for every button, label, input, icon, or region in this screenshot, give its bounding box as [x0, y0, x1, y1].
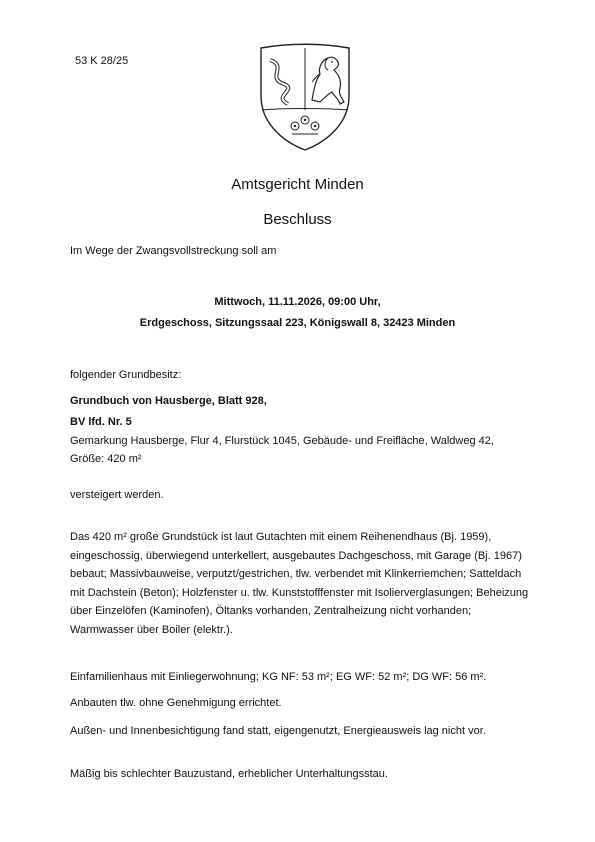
inventory-number: BV lfd. Nr. 5 — [70, 416, 132, 428]
annex-note: Anbauten tlw. ohne Genehmigung errichtet. — [70, 697, 282, 709]
inspection-note: Außen- und Innenbesichtigung fand statt, eigengenutzt, Energieausweis lag nicht vor. — [70, 725, 486, 737]
property-description: Das 420 m² große Grundstück ist laut Gutachten mit einem Reihenendhaus (Bj. 1959), eingeschossig, überwiegend unterkellert, ausgebautes Dachgeschoss, mit Garage (Bj. 1967) bebaut; Massivbauweise, verputzt/gestrichen, tlw. verbendet mit Klinkerriemchen; Satteldach mit Dachstein (Beton); Holzfenster u. tlw. Kunststofffenster mit Isolierverglasungen; Beheizung über Einzelöfen (Kaminofen), Öltanks vorhanden, Zentralheizung nicht vorhanden; Warmwasser über Boiler (elektr.). — [70, 531, 529, 636]
property-intro: folgender Grundbesitz: — [70, 369, 182, 381]
court-name: Amtsgericht Minden — [231, 176, 364, 193]
nrw-coat-of-arms-icon — [258, 40, 352, 152]
auction-date: Mittwoch, 11.11.2026, 09:00 Uhr, — [214, 296, 381, 308]
auction-statement: versteigert werden. — [70, 489, 164, 501]
condition-note: Mäßig bis schlechter Bauzustand, erheblicher Unterhaltungsstau. — [70, 768, 388, 780]
usage-details: Einfamilienhaus mit Einliegerwohnung; KG NF: 53 m²; EG WF: 52 m²; DG WF: 56 m². — [70, 671, 487, 683]
document-type: Beschluss — [263, 211, 332, 228]
intro-text: Im Wege der Zwangsvollstreckung soll am — [70, 245, 277, 257]
parcel-description: Gemarkung Hausberge, Flur 4, Flurstück 1045, Gebäude- und Freifläche, Waldweg 42, Größe: 420 m² — [70, 435, 494, 465]
case-number: 53 K 28/25 — [75, 55, 129, 67]
land-register-line: Grundbuch von Hausberge, Blatt 928, — [70, 395, 267, 407]
auction-location: Erdgeschoss, Sitzungssaal 223, Königswall 8, 32423 Minden — [139, 317, 456, 329]
